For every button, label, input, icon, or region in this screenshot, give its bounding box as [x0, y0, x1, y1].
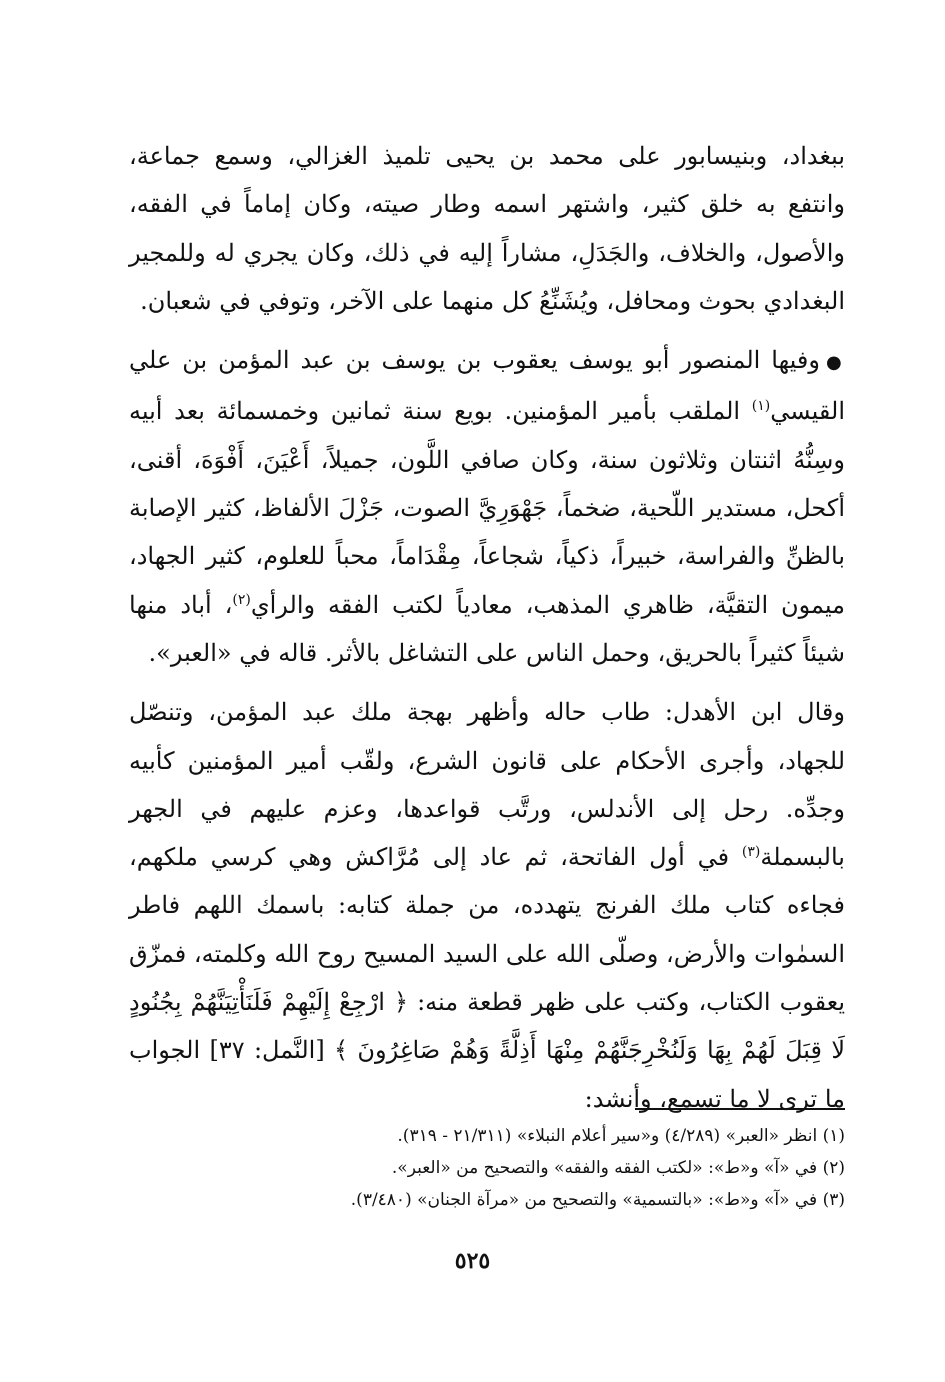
footnote-divider	[635, 1108, 845, 1110]
paragraph-2-text-a: وفيها المنصور أبو يوسف يعقوب بن يوسف بن عبد المؤمن بن علي القيسي	[129, 346, 845, 426]
page-number: ٥٢٥	[454, 1248, 491, 1274]
footnote-3: (٣) في «آ» و«ط»: «بالتسمية» والتصحيح من «مرآة الجنان» (٣/٤٨٠).	[350, 1190, 845, 1210]
body-text	[129, 132, 845, 1123]
footnotes	[129, 1120, 845, 1216]
paragraph-3-text-c: [النَّمل: ٣٧] الجواب ما ترى لا ما تسمع، وأنشد:	[129, 1036, 845, 1113]
quran-verse: ﴿ ارْجِعْ إِلَيْهِمْ فَلَنَأْتِيَنَّهُمْ بِجُنُودٍ لَا قِبَلَ لَهُمْ بِهَا وَلَنُخْرِجَنَّهُمْ مِنْهَا أَذِلَّةً وَهُمْ صَاغِرُونَ ﴾	[129, 988, 846, 1065]
paragraph-1	[129, 132, 845, 325]
paragraph-1-text: ببغداد، وبنيسابور على محمد بن يحيى تلميذ الغزالي، وسمع جماعة، وانتفع به خلق كثير، واشتهر اسمه وطار صيته، وكان إماماً في الفقه، والأصول، والخلاف، والجَدَلِ، مشاراً إليه في ذلك، وكان يجري له وللمجير البغدادي بحوث ومحافل، ويُشَنِّعُ كل منهما على الآخر، وتوفي في شعبان.	[129, 142, 846, 315]
footnote-ref-3[interactable]: (٣)	[741, 844, 761, 861]
footnote-2: (٢) في «آ» و«ط»: «لكتب الفقه والفقه» والتصحيح من «العبر».	[391, 1158, 845, 1178]
bullet-icon: ●	[825, 352, 845, 374]
paragraph-2	[129, 336, 845, 677]
paragraph-2-text-c: ، أباد منها شيئاً كثيراً بالحريق، وحمل الناس على التشاغل بالأثر. قاله في «العبر».	[129, 590, 845, 667]
footnote-1: (١) انظر «العبر» (٤/٢٨٩) و«سير أعلام النبلاء» (٢١/٣١١ - ٣١٩).	[397, 1126, 845, 1146]
footnote-ref-2[interactable]: (٢)	[232, 591, 251, 608]
paragraph-2-text-b: الملقب بأمير المؤمنين. بويع سنة ثمانين وخمسمائة بعد أبيه وسِنُّهُ اثنتان وثلاثون سنة، وكان صافي اللَّون، جميلاً، أَعْيَنَ، أَفْوَهَ، أقنى، أكحل، مستدير اللّحية، ضخماً، جَهْوَرِيَّ الصوت، جَزْلَ الألفاظ، كثير الإصابة بالظنِّ والفراسة، خبيراً، ذكياً، شجاعاً، مِقْدَاماً، محباً للعلوم، كثير الجهاد، ميمون التقيَّة، ظاهري المذهب، معادياً لكتب الفقه والرأي	[129, 397, 845, 619]
paragraph-3-text-b: في أول الفاتحة، ثم عاد إلى مُرَّاكش وهي كرسي ملكهم، فجاءه كتاب ملك الفرنج يتهدده، من جملة كتابه: باسمك اللهم فاطر السمٰوات والأرض، وصلّى الله على السيد المسيح روح الله وكلمته، فمزّق يعقوب الكتاب، وكتب على ظهر قطعة منه:	[129, 843, 846, 1017]
paragraph-3	[129, 688, 845, 1123]
footnote-ref-1[interactable]: (١)	[751, 398, 771, 415]
paragraph-3-text-a: وقال ابن الأهدل: طاب حاله وأظهر بهجة ملك عبد المؤمن، وتنصّل للجهاد، وأجرى الأحكام على قانون الشرع، ولقّب أمير المؤمنين كأبيه وجدِّه. رحل إلى الأندلس، ورتَّب قواعدها، وعزم عليهم في الجهر بالبسملة	[129, 698, 845, 872]
